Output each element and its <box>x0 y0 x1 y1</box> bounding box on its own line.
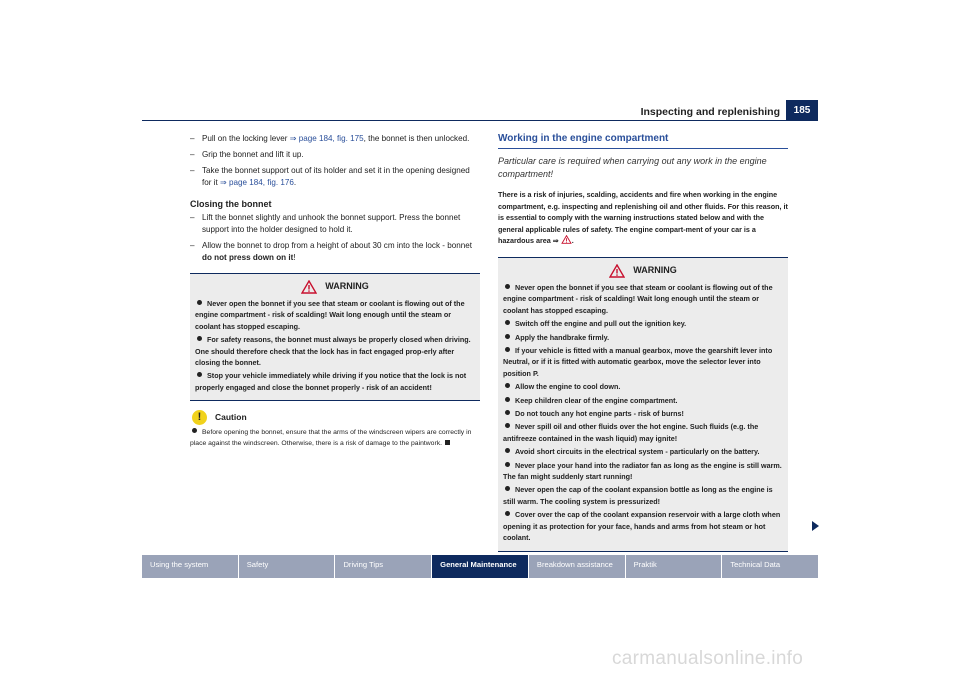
step-dash: – <box>190 134 195 143</box>
step-dash: – <box>190 241 195 250</box>
warning-item-text: Avoid short circuits in the electrical system - particularly on the battery. <box>515 447 760 457</box>
footer-tab-praktik[interactable]: Praktik <box>626 555 722 578</box>
warning-item-text: Never place your hand into the radiator fan as long as the engine is still warm. The fan might suddenly start running! <box>503 460 782 482</box>
caution-title <box>192 410 480 425</box>
warning-item <box>195 298 475 332</box>
step-text-post: . <box>293 178 297 187</box>
warning-item-text: Never open the bonnet if you see that steam or coolant is flowing out of the engine compartment - risk of scalding! Wait long enough until the steam or coolant has stopped escaping. <box>503 282 773 315</box>
section-intro: Particular care is required when carrying out any work in the engine compartment! <box>498 156 767 179</box>
warning-label: WARNING <box>325 281 369 292</box>
warning-item-text: Cover over the cap of the coolant expansion reservoir with a large cloth when opening it as protection for your face, hands and arms from hot steam or hot coolant. <box>503 510 781 543</box>
bullet-icon <box>192 428 197 433</box>
step-text: Grip the bonnet and lift it up. <box>202 150 304 159</box>
step-item <box>190 149 480 161</box>
warning-item <box>503 446 783 457</box>
warning-item <box>503 509 783 543</box>
section-body-text: There is a risk of injuries, scalding, accidents and fire when working in the engine compartment, e.g. inspecting and replenishing oil and other fluids. For this reason, it is essential to comply with the warning instructions stated below and with the general applicable rules of safety. The engine compart-ment of your car is a hazardous area ⇒ <box>498 190 788 246</box>
warning-item-text: Never open the bonnet if you see that steam or coolant is flowing out of the engine compartment - risk of scalding! Wait long enough until the steam or coolant has stopped escaping. <box>195 299 465 331</box>
footer-tab-general-maintenance[interactable]: General Maintenance <box>432 555 528 578</box>
warning-item <box>503 381 783 392</box>
warning-title <box>195 280 475 294</box>
warning-triangle-icon <box>561 235 572 244</box>
footer-tab-breakdown-assistance[interactable]: Breakdown assistance <box>529 555 625 578</box>
warning-triangle-icon <box>609 264 625 278</box>
warning-item <box>195 334 475 368</box>
caution-box <box>190 410 480 449</box>
bullet-icon <box>505 462 510 467</box>
page-link[interactable]: ⇒ page 184, fig. 175 <box>289 134 364 143</box>
bullet-icon <box>505 397 510 402</box>
bullet-icon <box>197 372 202 377</box>
warning-item <box>503 318 783 329</box>
warning-item <box>503 345 783 379</box>
step-text: Pull on the locking lever <box>202 134 290 143</box>
section-body: There is a risk of injuries, scalding, accidents and fire when working in the engine compartment, e.g. inspecting and replenishing oil and other fluids. For this reason, it is essential to comply with the warning instructions stated below and with the general applicable rules of safety. The engine compart-ment of your car is a hazardous area ⇒ . <box>498 190 788 246</box>
step-dash: – <box>190 150 195 159</box>
warning-item <box>503 484 783 507</box>
bullet-icon <box>505 410 510 415</box>
warning-item <box>503 421 783 444</box>
next-page-arrow-icon[interactable] <box>812 521 819 531</box>
warning-item-text: For safety reasons, the bonnet must always be properly closed when driving. One should therefore check that the lock has in fact engaged prop-erly after closing the bonnet. <box>195 335 471 368</box>
step-text: Take the bonnet support out of its holder and set it in the opening designed for it <box>202 166 470 187</box>
caution-item <box>190 427 480 449</box>
footer-tabs <box>142 555 818 578</box>
warning-item-text: Never spill oil and other fluids over the hot engine. Such fluids (e.g. the antifreeze contained in the wash liquid) may ignite! <box>503 422 759 443</box>
bullet-icon <box>505 448 510 453</box>
warning-item-text: Keep children clear of the engine compartment. <box>515 395 678 405</box>
warning-item-text: Apply the handbrake firmly. <box>515 332 610 342</box>
page-number: 185 <box>786 100 818 121</box>
end-of-section-icon <box>445 440 450 445</box>
section-title: Working in the engine compartment <box>498 133 788 149</box>
caution-text: Before opening the bonnet, ensure that the arms of the windscreen wipers are correctly in place against the windscreen. Otherwise, there is a risk of damage to the paintwork. <box>190 429 472 448</box>
emphasis-text: do not press down on it <box>202 253 294 262</box>
bullet-icon <box>505 383 510 388</box>
caution-exclamation-icon: ! <box>192 410 207 425</box>
step-text-post: , the bonnet is then unlocked. <box>363 134 470 143</box>
step-dash: – <box>190 213 195 222</box>
warning-item <box>503 408 783 419</box>
warning-list <box>503 282 783 544</box>
bullet-icon <box>505 486 510 491</box>
warning-item <box>503 332 783 343</box>
footer-tab-using-the-system[interactable]: Using the system <box>142 555 238 578</box>
step-item <box>190 212 480 236</box>
left-column <box>190 133 480 449</box>
warning-label: WARNING <box>633 265 677 276</box>
step-item <box>190 240 480 264</box>
warning-title <box>503 264 783 278</box>
bullet-icon <box>505 320 510 325</box>
footer-tab-driving-tips[interactable]: Driving Tips <box>335 555 431 578</box>
bullet-icon <box>505 347 510 352</box>
step-text: Lift the bonnet slightly and unhook the bonnet support. Press the bonnet support into the holder designed to hold it. <box>202 213 461 234</box>
closing-heading: Closing the bonnet <box>190 199 272 209</box>
warning-box <box>190 273 480 401</box>
right-column <box>498 133 788 552</box>
warning-item <box>503 282 783 316</box>
warning-item-text: Stop your vehicle immediately while driving if you notice that the lock is not properly engaged and close the bonnet properly - risk of an accident! <box>195 371 467 392</box>
footer-tab-technical-data[interactable]: Technical Data <box>722 555 818 578</box>
warning-item-text: Allow the engine to cool down. <box>515 382 621 392</box>
warning-item <box>503 460 783 483</box>
watermark: carmanualsonline.info <box>612 648 804 669</box>
step-item <box>190 165 480 189</box>
bullet-icon <box>197 300 202 305</box>
warning-item-text: Do not touch any hot engine parts - risk of burns! <box>515 409 684 419</box>
footer-tab-safety[interactable]: Safety <box>239 555 335 578</box>
warning-triangle-icon <box>301 280 317 294</box>
bullet-icon <box>505 511 510 516</box>
warning-item-text: Switch off the engine and pull out the ignition key. <box>515 319 687 329</box>
bullet-icon <box>505 284 510 289</box>
warning-box <box>498 257 788 552</box>
step-dash: – <box>190 166 195 175</box>
warning-item <box>195 370 475 393</box>
step-text: Allow the bonnet to drop from a height of about 30 cm into the lock - bonnet <box>202 241 472 250</box>
warning-item-text: If your vehicle is fitted with a manual gearbox, move the gearshift lever into Neutral, or if it is fitted with automatic gearbox, move the selector lever into position P. <box>503 346 773 378</box>
step-text-post: ! <box>293 253 296 262</box>
caution-label: Caution <box>215 412 247 423</box>
step-item <box>190 133 480 145</box>
bullet-icon <box>505 334 510 339</box>
warning-item-text: Never open the cap of the coolant expansion bottle as long as the engine is still warm. The cooling system is pressurized! <box>503 485 773 506</box>
running-header-title: Inspecting and replenishing <box>640 106 780 118</box>
bullet-icon <box>505 423 510 428</box>
bullet-icon <box>197 336 202 341</box>
page-link[interactable]: ⇒ page 184, fig. 176 <box>220 178 294 187</box>
header-rule <box>142 120 818 121</box>
warning-item <box>503 395 783 406</box>
